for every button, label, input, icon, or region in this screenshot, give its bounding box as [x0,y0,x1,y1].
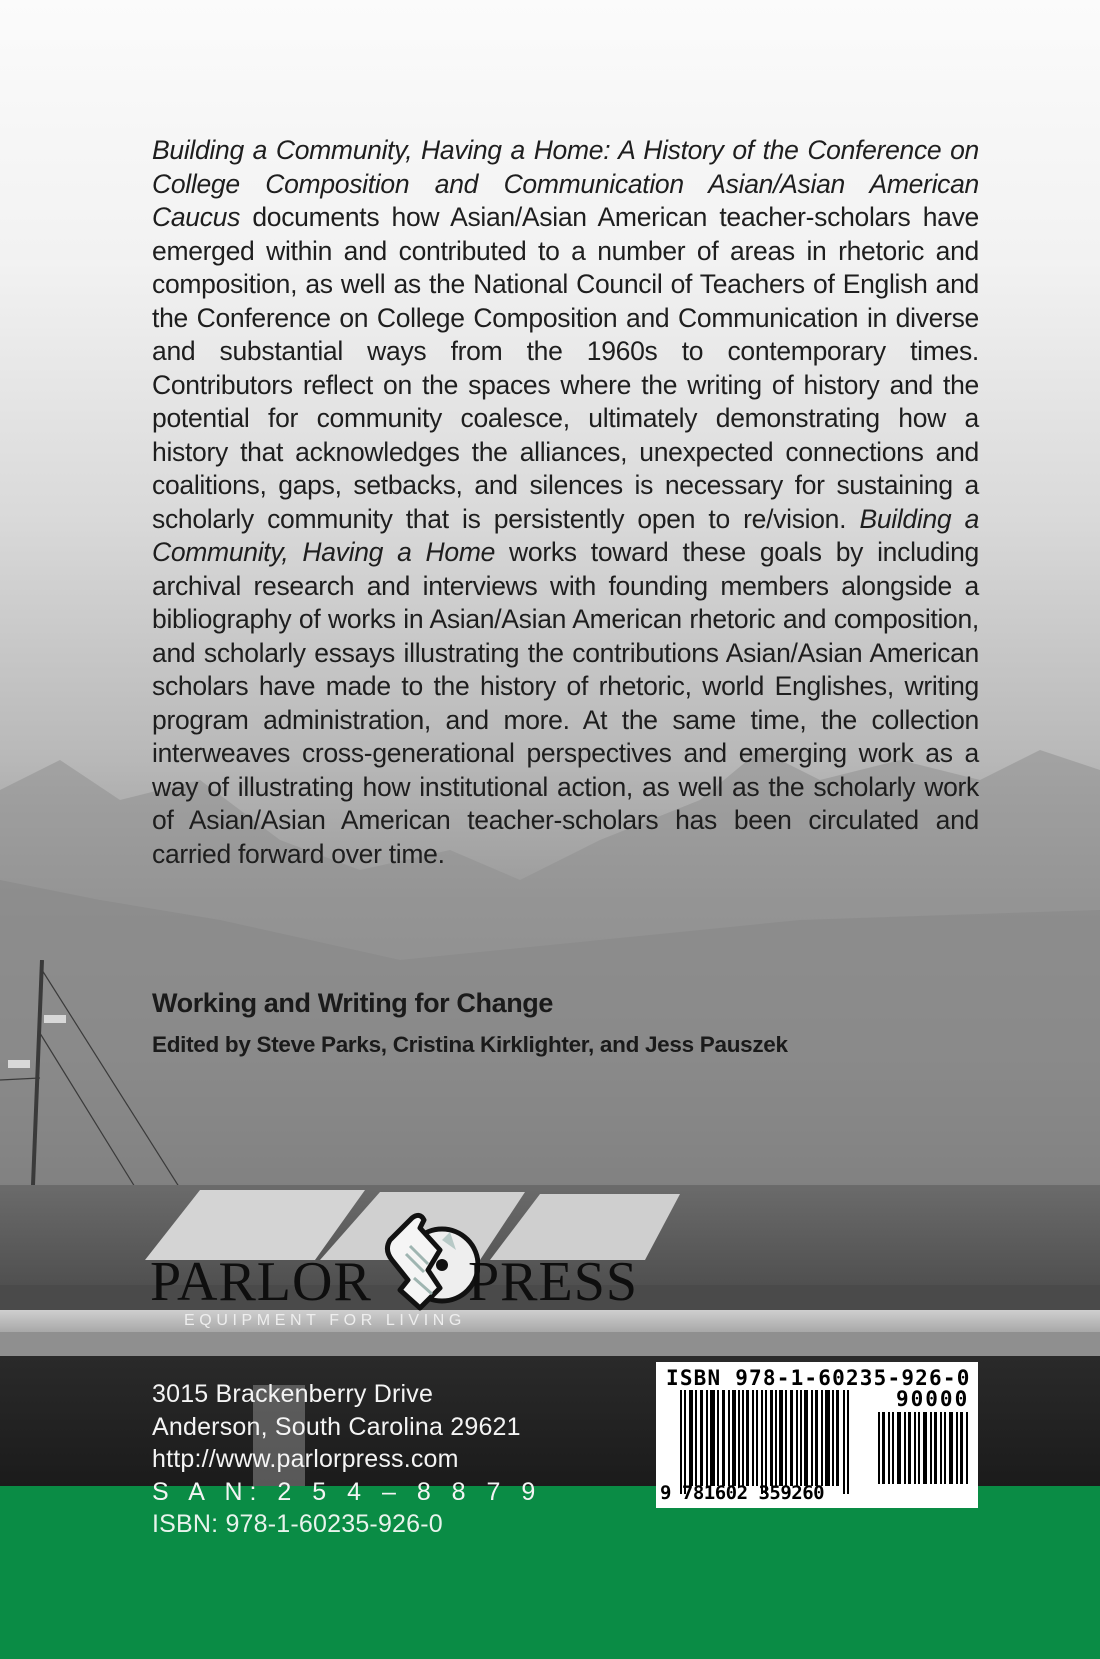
publisher-logo [150,1240,650,1330]
logo-word-press: PRESS [468,1251,638,1313]
publisher-isbn: ISBN: 978-1-60235-926-0 [152,1510,443,1538]
barcode-addon-number: 90000 [896,1387,970,1411]
publisher-address [152,1378,542,1541]
roof-ledge-shadow [0,1332,1100,1356]
address-street: 3015 Brackenberry Drive [152,1380,434,1408]
book-description [152,134,979,871]
series-title: Working and Writing for Change [152,988,553,1018]
barcode-digits: 9 781602 359260 [660,1482,825,1504]
series-editors: Edited by Steve Parks, Cristina Kirklighter, and Jess Pauszek [152,1032,788,1057]
logo-word-parlor: PARLOR [150,1251,372,1313]
book-title-italic: Building a Community, Having a Home: A History of the Conference on College Composition and Communication Asian/Asian American Caucus [152,135,979,232]
isbn-barcode [656,1362,978,1508]
barcode-bars [680,1390,850,1494]
book-title-short-italic: Building a Community, Having a Home [152,503,980,567]
publisher-website[interactable]: http://www.parlorpress.com [152,1445,459,1473]
logo-tagline: EQUIPMENT FOR LIVING [184,1312,466,1329]
barcode-isbn-label: ISBN 978-1-60235-926-0 [666,1366,971,1390]
address-city: Anderson, South Carolina 29621 [152,1412,521,1441]
scroll-and-disc-icon [380,1210,480,1320]
barcode-addon-bars [878,1412,968,1484]
publisher-san: S A N: 2 5 4 – 8 8 7 9 [152,1477,543,1506]
description-part-1: documents how Asian/Asian American teacher-scholars have emerged within and contributed to a number of areas in rhetoric and composition, as well as the National Council of Teachers of English and the Conference on College Composition and Communication in diverse and substantial ways from the 1960s to contemporary times. Contributors reflect on the spaces where the writing of history and the potential for community coalesce, ultimately demonstrating how a history that acknowledges the alliances, unexpected connections and coalitions, gaps, setbacks, and silences is necessary for sustaining a scholarly community that is persistently open to re/vision. [152,202,979,534]
description-part-2: works toward these goals by including archival research and interviews with founding members alongside a bibliography of works in Asian/Asian American rhetoric and composition, and scholarly essays illustrating the contributions Asian/Asian American scholars have made to the history of rhetoric, world Englishes, writing program administration, and more. At the same time, the collection interweaves cross-generational perspectives and emerging work as a way of illustrating how institutional action, as well as the scholarly work of Asian/Asian American teacher-scholars has been circulated and carried forward over time. [152,537,979,869]
